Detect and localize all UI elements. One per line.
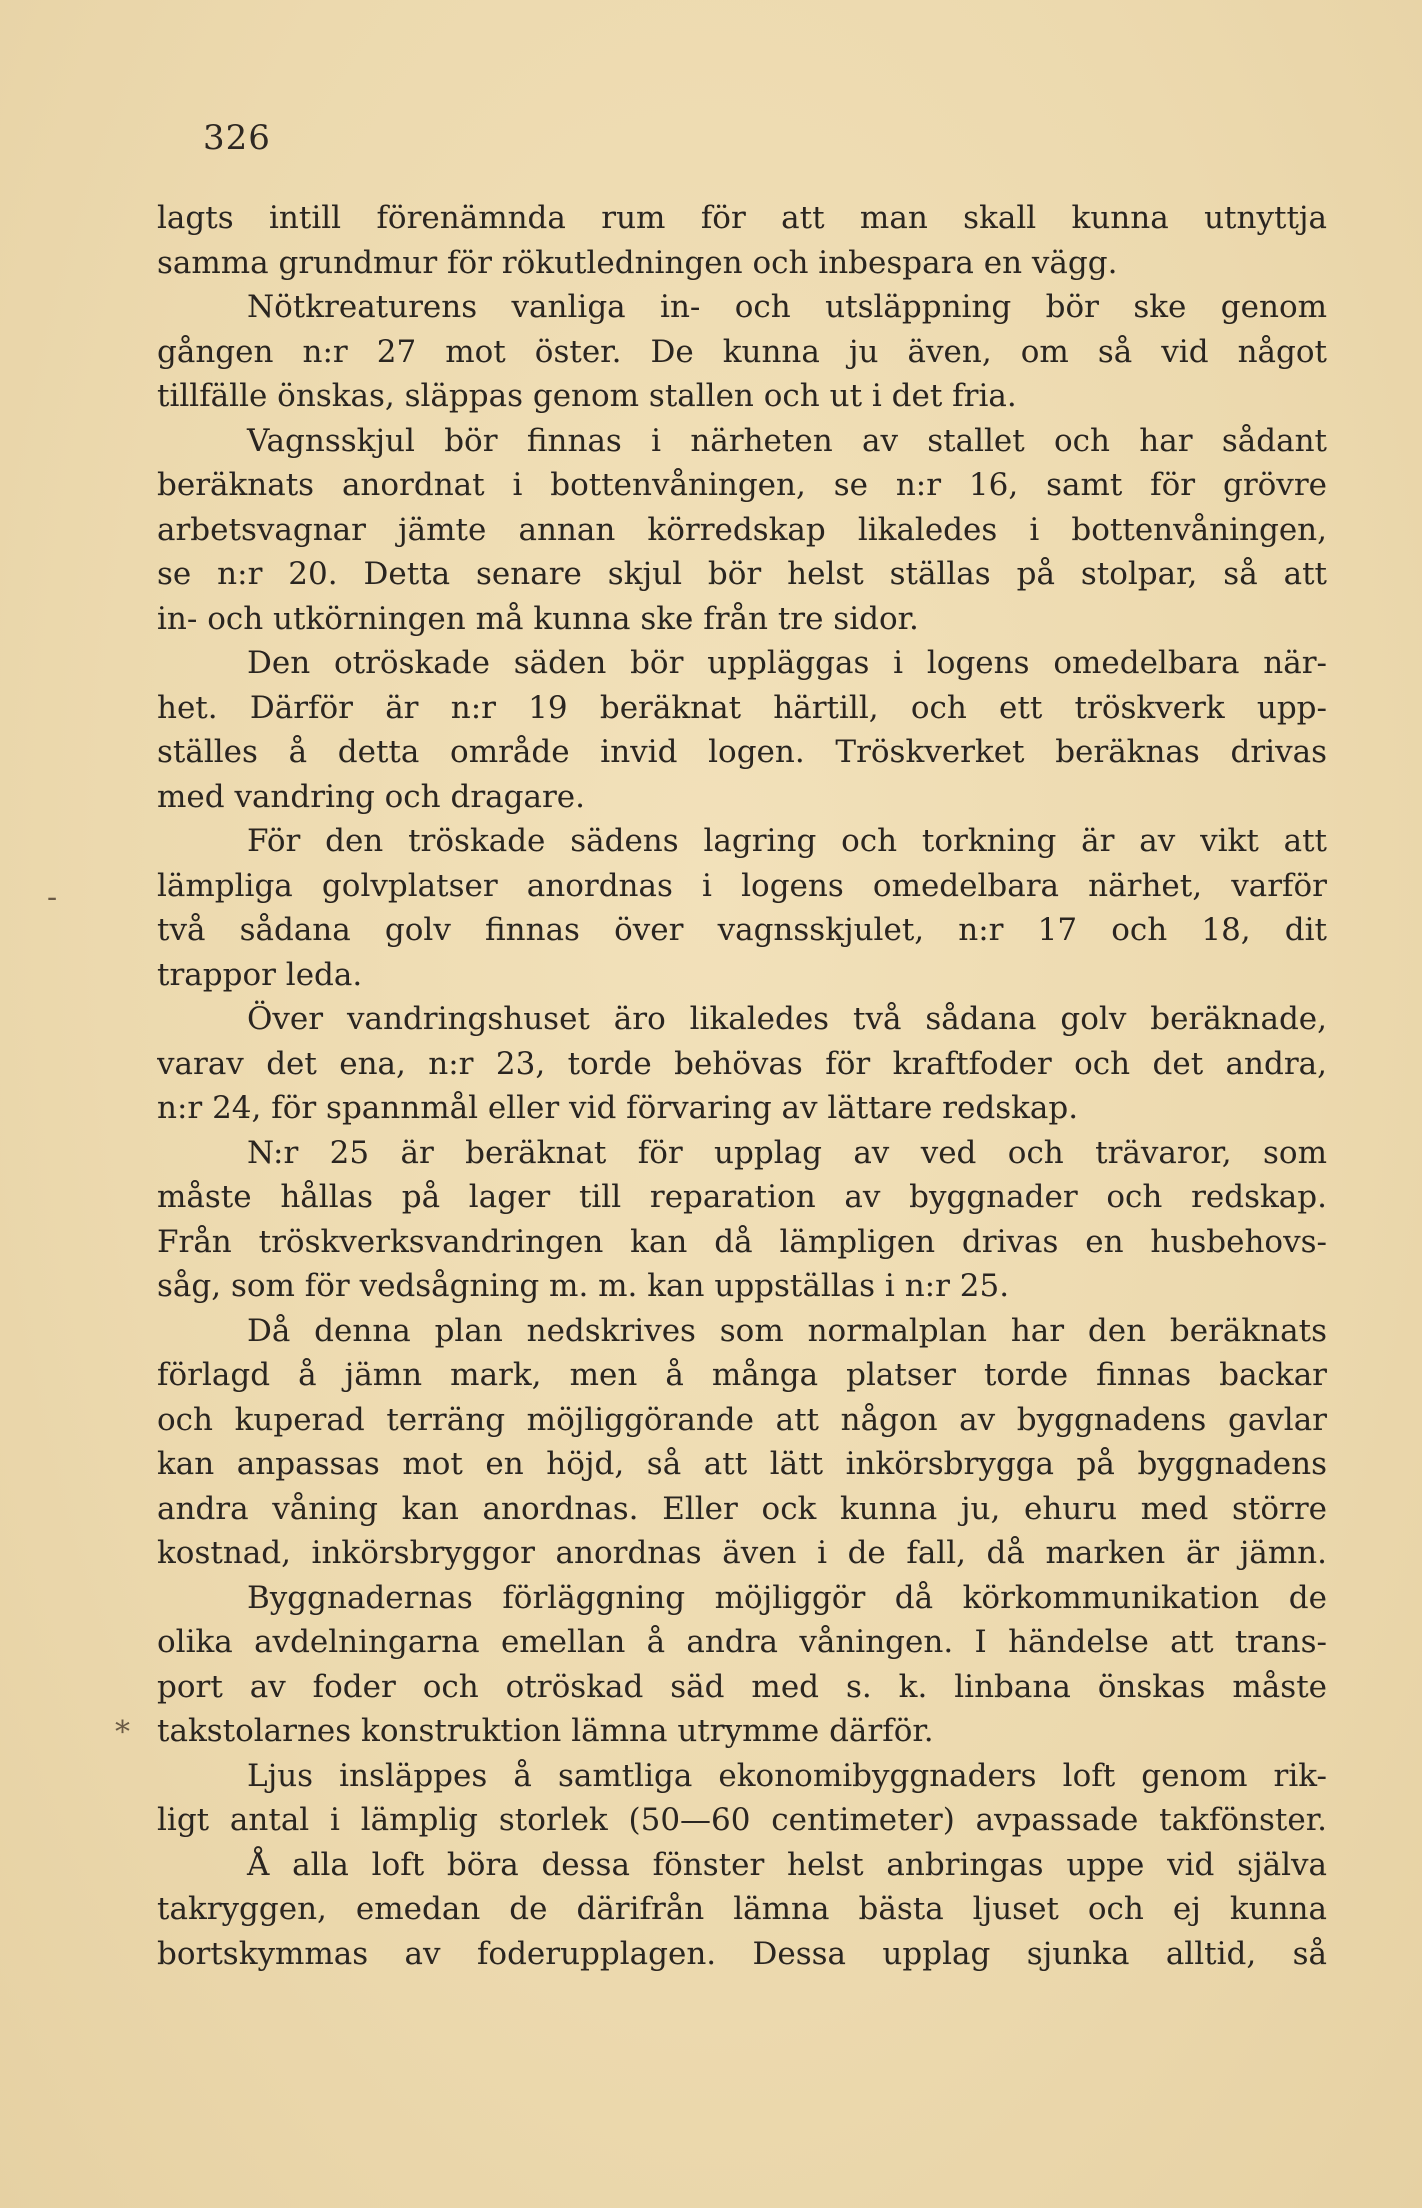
text-line: ligt antal i lämplig storlek (50—60 centimeter) avpassade takfönster. bbox=[157, 1802, 1327, 1838]
text-line: Byggnadernas förläggning möjliggör då körkommunikation de bbox=[247, 1579, 1327, 1616]
text-line: arbetsvagnar jämte annan körredskap likaledes i bottenvåningen, bbox=[157, 511, 1327, 548]
text-line: Över vandringshuset äro likaledes två sådana golv beräknade, bbox=[247, 1001, 1327, 1037]
text-line: förlagd å jämn mark, men å många platser torde finnas backar bbox=[157, 1357, 1327, 1393]
text-line: beräknats anordnat i bottenvåningen, se n:r 16, samt för grövre bbox=[157, 467, 1327, 503]
text-line: kostnad, inkörsbryggor anordnas även i de fall, då marken är jämn. bbox=[157, 1535, 1327, 1571]
text-line: Vagnsskjul bör finnas i närheten av stallet och har sådant bbox=[247, 422, 1327, 459]
text-line: trappor leda. bbox=[157, 956, 363, 993]
margin-dash-mark: - bbox=[47, 880, 58, 915]
text-line: bortskymmas av foderupplagen. Dessa upplag sjunka alltid, så bbox=[157, 1935, 1327, 1972]
text-line: lämpliga golvplatser anordnas i logens omedelbara närhet, varför bbox=[157, 867, 1327, 904]
text-line: Den otröskade säden bör uppläggas i logens omedelbara när- bbox=[247, 645, 1327, 681]
text-line: För den tröskade sädens lagring och torkning är av vikt att bbox=[247, 823, 1327, 859]
text-line: ställes å detta område invid logen. Tröskverket beräknas drivas bbox=[157, 734, 1327, 770]
text-line: N:r 25 är beräknat för upplag av ved och trävaror, som bbox=[247, 1134, 1327, 1171]
text-line: måste hållas på lager till reparation av byggnader och redskap. bbox=[157, 1179, 1327, 1215]
text-line: Från tröskverksvandringen kan då lämpligen drivas en husbehovs- bbox=[157, 1223, 1327, 1260]
text-line: andra våning kan anordnas. Eller ock kunna ju, ehuru med större bbox=[157, 1490, 1327, 1527]
text-line: och kuperad terräng möjliggörande att någon av byggnadens gavlar bbox=[157, 1401, 1327, 1438]
page-number: 326 bbox=[203, 118, 271, 158]
text-line: Då denna plan nedskrives som normalplan har den beräknats bbox=[247, 1312, 1327, 1349]
text-line: varav det ena, n:r 23, torde behövas för kraftfoder och det andra, bbox=[157, 1045, 1327, 1082]
text-line: tillfälle önskas, släppas genom stallen och ut i det fria. bbox=[157, 378, 1017, 414]
text-line: takryggen, emedan de därifrån lämna bästa ljuset och ej kunna bbox=[157, 1891, 1327, 1927]
text-line: in- och utkörningen må kunna ske från tre sidor. bbox=[157, 600, 919, 637]
margin-asterisk-mark: * bbox=[115, 1715, 130, 1750]
text-line: gången n:r 27 mot öster. De kunna ju även, om så vid något bbox=[157, 333, 1327, 370]
text-line: olika avdelningarna emellan å andra våningen. I händelse att trans- bbox=[157, 1624, 1327, 1660]
text-line: het. Därför är n:r 19 beräknat härtill, och ett tröskverk upp- bbox=[157, 689, 1327, 726]
text-line: lagts intill förenämnda rum för att man skall kunna utnyttja bbox=[157, 200, 1327, 236]
text-line: Ljus insläppes å samtliga ekonomibyggnaders loft genom rik- bbox=[247, 1757, 1327, 1794]
body-text bbox=[157, 196, 1327, 1976]
text-line: port av foder och otröskad säd med s. k. linbana önskas måste bbox=[157, 1668, 1327, 1705]
text-line: n:r 24, för spannmål eller vid förvaring av lättare redskap. bbox=[157, 1090, 1079, 1126]
text-line: se n:r 20. Detta senare skjul bör helst ställas på stolpar, så att bbox=[157, 556, 1327, 592]
text-line: såg, som för vedsågning m. m. kan uppställas i n:r 25. bbox=[157, 1268, 1010, 1304]
text-line: Nötkreaturens vanliga in- och utsläppning bör ske genom bbox=[247, 289, 1327, 325]
text-line: två sådana golv finnas över vagnsskjulet, n:r 17 och 18, dit bbox=[157, 912, 1327, 948]
text-line: takstolarnes konstruktion lämna utrymme därför. bbox=[157, 1713, 934, 1749]
text-line: med vandring och dragare. bbox=[157, 778, 585, 815]
text-line: samma grundmur för rökutledningen och inbespara en vägg. bbox=[157, 244, 1118, 281]
text-line: kan anpassas mot en höjd, så att lätt inkörsbrygga på byggnadens bbox=[157, 1446, 1327, 1482]
text-line: Å alla loft böra dessa fönster helst anbringas uppe vid själva bbox=[247, 1846, 1327, 1883]
